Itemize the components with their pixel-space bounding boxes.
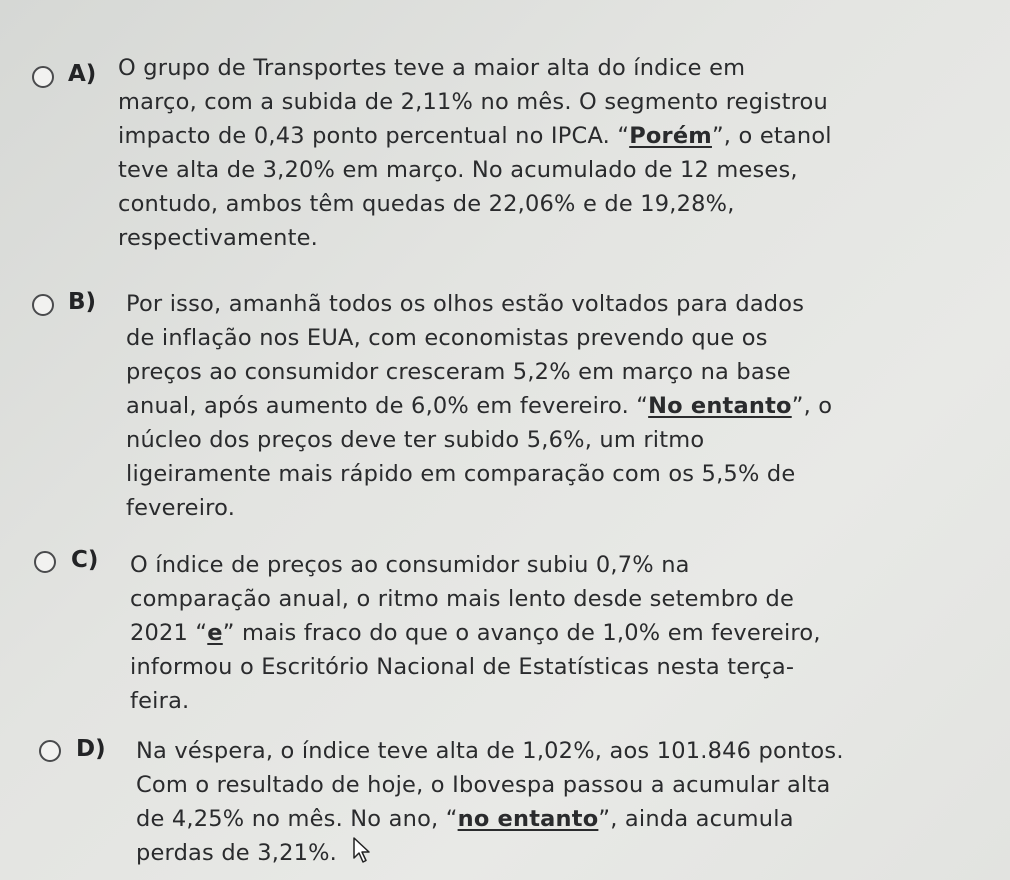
option-text[interactable] [126, 287, 832, 525]
radio-button-icon[interactable] [39, 740, 61, 762]
text-line: ligeiramente mais rápido em comparação com os 5,5% de [126, 461, 796, 487]
option-letter: A) [68, 61, 97, 87]
radio-button-icon[interactable] [32, 294, 54, 316]
text-line: O índice de preços ao consumidor subiu 0,7% na [130, 552, 690, 578]
text-line: Com o resultado de hoje, o Ibovespa passou a acumular alta [136, 772, 831, 798]
text-line: teve alta de 3,20% em março. No acumulado de 12 meses, [118, 157, 798, 183]
text-line: feira. [130, 688, 190, 714]
option-letter: D) [76, 736, 106, 762]
option-text[interactable] [136, 734, 844, 870]
radio-button-icon[interactable] [32, 66, 54, 88]
text-line: março, com a subida de 2,11% no mês. O segmento registrou [118, 89, 828, 115]
radio-button-icon[interactable] [34, 551, 56, 573]
text-line: comparação anual, o ritmo mais lento desde setembro de [130, 586, 795, 612]
text-line: 2021 “e” mais fraco do que o avanço de 1,0% em fevereiro, [130, 620, 821, 646]
text-line: contudo, ambos têm quedas de 22,06% e de 19,28%, [118, 191, 735, 217]
text-line: informou o Escritório Nacional de Estatísticas nesta terça- [130, 654, 795, 680]
highlighted-keyword: No entanto [648, 393, 792, 419]
text-line: de 4,25% no mês. No ano, “no entanto”, ainda acumula [136, 806, 794, 832]
option-letter: C) [71, 547, 99, 573]
text-line: respectivamente. [118, 225, 319, 251]
text-line: perdas de 3,21%. [136, 840, 338, 866]
text-line: núcleo dos preços deve ter subido 5,6%, um ritmo [126, 427, 705, 453]
text-line: anual, após aumento de 6,0% em fevereiro. “No entanto”, o [126, 393, 833, 419]
text-line: Na véspera, o índice teve alta de 1,02%, aos 101.846 pontos. [136, 738, 844, 764]
text-line: impacto de 0,43 ponto percentual no IPCA. “Porém”, o etanol [118, 123, 832, 149]
option-letter: B) [68, 289, 97, 315]
text-line: fevereiro. [126, 495, 236, 521]
text-line: O grupo de Transportes teve a maior alta do índice em [118, 55, 746, 81]
highlighted-keyword: e [207, 620, 223, 646]
text-line: Por isso, amanhã todos os olhos estão voltados para dados [126, 291, 805, 317]
option-text[interactable] [130, 548, 821, 718]
mouse-pointer-icon [352, 836, 374, 864]
highlighted-keyword: no entanto [457, 806, 599, 832]
highlighted-keyword: Porém [629, 123, 712, 149]
text-line: preços ao consumidor cresceram 5,2% em março na base [126, 359, 791, 385]
option-text[interactable] [118, 51, 832, 255]
text-line: de inflação nos EUA, com economistas prevendo que os [126, 325, 768, 351]
